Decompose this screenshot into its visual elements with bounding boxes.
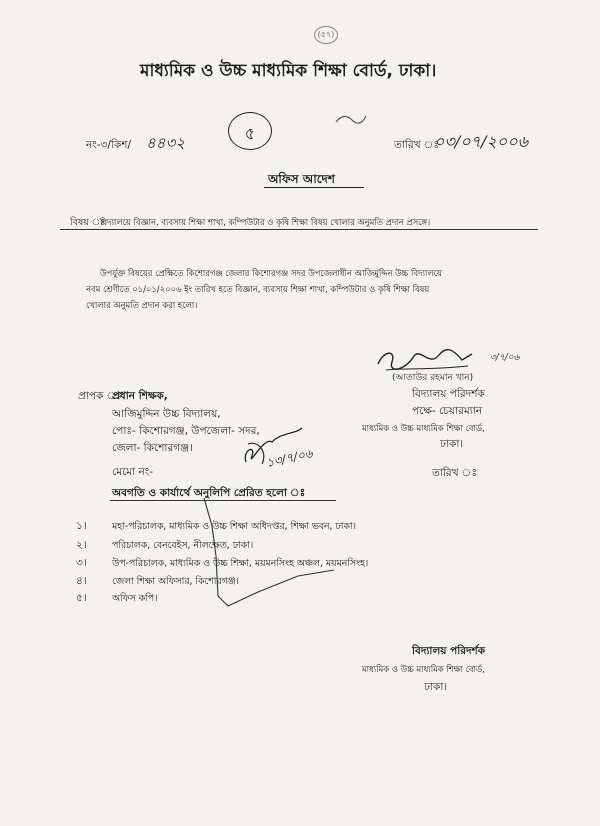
corner-mark: (৫৭) [314,26,338,44]
memo-handwritten-number: ৪৪৩২ [146,134,185,152]
memo2-label: মেমো নং- [112,466,154,478]
signer-name: (আতাউর রহমান খান) [392,373,474,383]
body-line-3: খোলার অনুমতি প্রদান করা হলো। [86,300,198,310]
recipient-title: প্রধান শিক্ষক, [112,390,168,402]
bottom-signer-org: মাধ্যমিক ও উচ্চ মাধ্যমিক শিক্ষা বোর্ড, [362,664,485,674]
copy-num: ৫। [76,592,87,604]
date2-label: তারিখ ঃ [432,467,477,479]
bottom-signer-city: ঢাকা। [424,681,448,693]
copy-num: ২। [76,539,87,551]
copy-num: ১। [76,520,87,532]
subject-text: বিদ্যালয়ে বিজ্ঞান, ব্যবসায় শিক্ষা শাখা, কম্পিউটার ও কৃষি শিক্ষা বিষয় খোলার অনুমতি প্রদান প্রসঙ্গে। [100,217,431,227]
copy-heading: অবগতি ও কার্যার্থে অনুলিপি প্রেরিত হলো ঃ [112,487,306,499]
order-title-underline [264,187,364,188]
copy-item: উপ-পরিচালক, মাধ্যমিক ও উচ্চ শিক্ষা, ময়মনসিংহ অঞ্চল, ময়মনসিংহ। [112,558,369,569]
date-label: তারিখ ঃ [394,139,439,151]
copy-item: জেলা শিক্ষা অফিসার, কিশোরগঞ্জ। [112,576,239,587]
board-title: মাধ্যমিক ও উচ্চ মাধ্যমিক শিক্ষা বোর্ড, ঢাকা। [140,61,437,81]
circled-number [228,112,272,150]
copy-num: ৪। [76,575,87,587]
bottom-signer-title: বিদ্যালয় পরিদর্শক [412,645,486,657]
body-line-1: উপর্যুক্ত বিষয়ের প্রেক্ষিতে কিশোরগঞ্জ জেলার কিশোরগঞ্জ সদর উপজেলাধীন আজিমুদ্দিন উচ্চ বিদ্যালয়ে [100,268,442,278]
copy-num: ৩। [76,557,87,569]
recipient-line: পোঃ- কিশোরগঞ্জ, উপজেলা- সদর, [112,425,260,437]
body-line-2: নবম শ্রেণীতে ০১/০১/২০০৬ ইং তারিখ হতে বিজ্ঞান, ব্যবসায় শিক্ষা শাখা, কম্পিউটার ও কৃষি শিক্ষা বিষয় [86,284,430,294]
signer-org: মাধ্যমিক ও উচ্চ মাধ্যমিক শিক্ষা বোর্ড, [362,423,485,433]
stroke-mark [334,110,368,128]
recipient-line: আজিমুদ্দিন উচ্চ বিদ্যালয়, [112,408,221,420]
signer-title: বিদ্যালয় পরিদর্শক [412,388,485,400]
subject-underline [60,229,538,230]
recipient-line: জেলা- কিশোরগঞ্জ। [112,442,193,454]
circled-number-text: ৫ [244,124,256,143]
memo-label: নং-৩/কিশ/ [86,139,132,151]
copy-item: পরিচালক, বেনবেইস, নীলক্ষেত, ঢাকা। [112,540,254,551]
pen-stroke [198,496,338,636]
signature-date: ৩/৭/০৬ [490,353,520,363]
recipient-label: প্রাপক ঃ [78,390,122,402]
subject-label: বিষয় ঃ [70,217,106,228]
signer-city: ঢাকা। [440,438,464,450]
date-handwritten: ০৩/০৭/২০০৬ [434,132,529,151]
receipt-date: ১৩/৭/০৬ [264,446,314,470]
copy-item: অফিস কপি। [112,593,158,604]
order-title: অফিস আদেশ [268,172,335,186]
copy-item: মহা-পরিচালক, মাধ্যমিক ও উচ্চ শিক্ষা অধিদপ্তর, শিক্ষা ভবন, ঢাকা। [112,521,356,532]
signer-on-behalf: পক্ষে- চেয়ারম্যান [412,405,483,417]
